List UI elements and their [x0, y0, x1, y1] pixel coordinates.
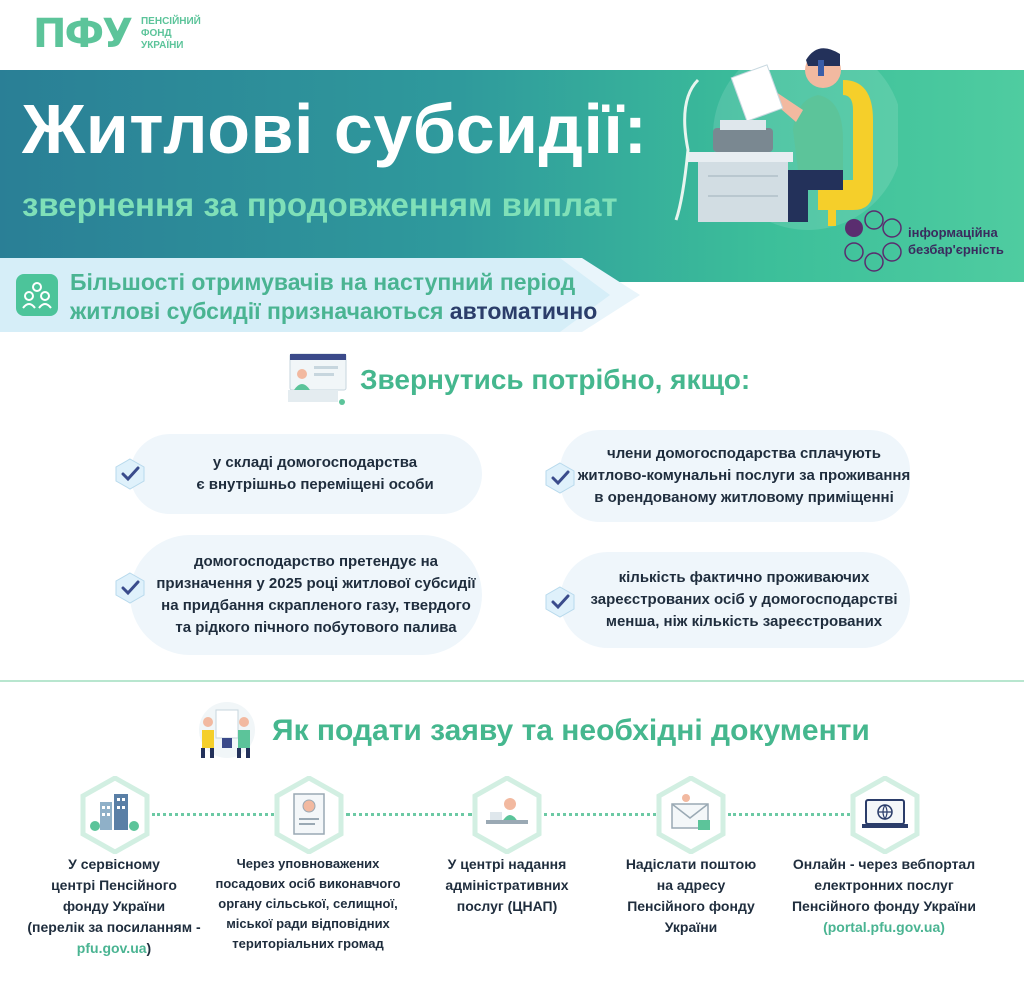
- step-1-link-suffix: ): [146, 940, 152, 956]
- typist-illustration-icon: [668, 40, 898, 230]
- people-group-icon: [16, 274, 58, 316]
- hero-subtitle: звернення за продовженням виплат: [22, 186, 618, 223]
- people-with-documents-icon: [194, 700, 260, 762]
- step-5-link-prefix: (: [823, 919, 828, 935]
- auto-assign-keyword: автоматично: [449, 298, 598, 324]
- checkmark-icon: [114, 458, 146, 490]
- conditions-heading: Звернутись потрібно, якщо:: [360, 364, 751, 395]
- step-3-text: [412, 854, 602, 917]
- office-building-icon: [80, 776, 150, 854]
- step-2-line-5: територіальних громад: [232, 936, 384, 951]
- logo-caption-line-1: ПЕНСІЙНИЙ: [140, 16, 201, 27]
- auto-assign-text: [70, 268, 597, 326]
- step-1-line-2: центрі Пенсійного: [51, 877, 177, 893]
- step-2-line-2: посадових осіб виконавчого: [215, 876, 401, 891]
- auto-assign-line-2-start: житлові субсидії призначаються: [70, 298, 450, 324]
- auto-assign-line-1: Більшості отримувачів на наступний період: [70, 269, 576, 295]
- pfu-logo: [33, 11, 201, 57]
- pfu-website-link[interactable]: pfu.gov.ua: [76, 940, 147, 956]
- logo-caption: [141, 16, 201, 52]
- step-1-line-1: У сервісному: [68, 856, 160, 872]
- step-1-link-line: [14, 938, 214, 959]
- section-divider: [0, 680, 1024, 682]
- condition-4-line-1: кількість фактично проживаючих: [618, 569, 870, 586]
- barrier-free-line-2: безбар'єрність: [908, 242, 1004, 257]
- logo-caption-line-2: ФОНД: [140, 28, 172, 39]
- condition-4-line-2: зареєстрованих осіб у домогосподарстві: [590, 591, 898, 608]
- service-desk-icon: [472, 776, 542, 854]
- logo-mark: ПФУ: [33, 11, 131, 57]
- step-5-link-suffix: ): [940, 919, 945, 935]
- laptop-globe-icon: [850, 776, 920, 854]
- mail-envelope-icon: [656, 776, 726, 854]
- step-5-line-2: електронних послуг: [814, 877, 954, 893]
- step-connector: [544, 813, 656, 816]
- barrier-free-line-1: інформаційна: [908, 225, 998, 240]
- official-document-icon: [274, 776, 344, 854]
- step-connector: [346, 813, 472, 816]
- condition-1-line-2: є внутрішньо переміщені особи: [196, 476, 434, 493]
- auto-assign-ribbon: [0, 258, 640, 332]
- step-4-line-1: Надіслати поштою: [625, 856, 757, 872]
- step-2-line-1: Через уповноважених: [236, 856, 380, 871]
- hero-title: Житлові субсидії:: [22, 90, 648, 168]
- step-4-text: [596, 854, 786, 938]
- step-3-line-3: послуг (ЦНАП): [456, 898, 558, 914]
- checkmark-icon: [544, 586, 576, 618]
- step-1-line-3: фонду України: [62, 898, 166, 914]
- step-2-line-4: міської ради відповідних: [226, 916, 390, 931]
- condition-2-line-1: члени домогосподарства сплачують: [607, 445, 881, 462]
- connected-circles-icon: [842, 208, 906, 278]
- step-3-line-2: адміністративних: [445, 877, 569, 893]
- logo-caption-line-3: УКРАЇНИ: [140, 40, 184, 51]
- condition-1-line-1: у складі домогосподарства: [212, 454, 418, 471]
- checkmark-icon: [544, 462, 576, 494]
- presentation-board-icon: [284, 350, 350, 408]
- step-5-line-3: Пенсійного фонду України: [791, 898, 976, 914]
- step-4-line-4: України: [664, 919, 718, 935]
- condition-text-4: [580, 567, 908, 633]
- barrier-free-badge: [842, 208, 1022, 278]
- step-connector: [152, 813, 274, 816]
- step-3-line-1: У центрі надання: [447, 856, 567, 872]
- condition-3-line-2: призначення у 2025 році житлової субсидії: [156, 575, 476, 592]
- condition-3-line-3: на придбання скрапленого газу, твердого: [161, 597, 471, 614]
- checkmark-icon: [114, 572, 146, 604]
- condition-3-line-1: домогосподарство претендує на: [193, 553, 438, 570]
- auto-assign-line-2: [70, 297, 597, 326]
- condition-text-1: [170, 452, 460, 496]
- condition-2-line-2: житлово-комунальні послуги за проживання: [577, 467, 911, 484]
- condition-3-line-4: та рідкого пічного побутового палива: [175, 619, 457, 636]
- step-4-line-3: Пенсійного фонду: [627, 898, 755, 914]
- apply-heading: Як подати заяву та необхідні документи: [272, 714, 870, 747]
- step-5-text: [776, 854, 992, 938]
- step-2-line-3: органу сільської, селищної,: [218, 896, 398, 911]
- step-1-line-4: (перелік за посиланням -: [27, 919, 201, 935]
- step-2-text: [208, 854, 408, 954]
- step-4-line-2: на адресу: [656, 877, 726, 893]
- condition-4-line-3: менша, ніж кількість зареєстрованих: [605, 613, 883, 630]
- condition-2-line-3: в орендованому житловому приміщенні: [594, 489, 894, 506]
- step-1-text: [14, 854, 214, 959]
- step-connector: [728, 813, 850, 816]
- condition-text-2: [574, 443, 914, 509]
- portal-website-link[interactable]: portal.pfu.gov.ua: [827, 919, 941, 935]
- condition-text-3: [146, 551, 486, 639]
- barrier-free-label: [908, 224, 1004, 258]
- step-5-line-1: Онлайн - через вебпортал: [792, 856, 976, 872]
- step-5-link-line: [776, 917, 992, 938]
